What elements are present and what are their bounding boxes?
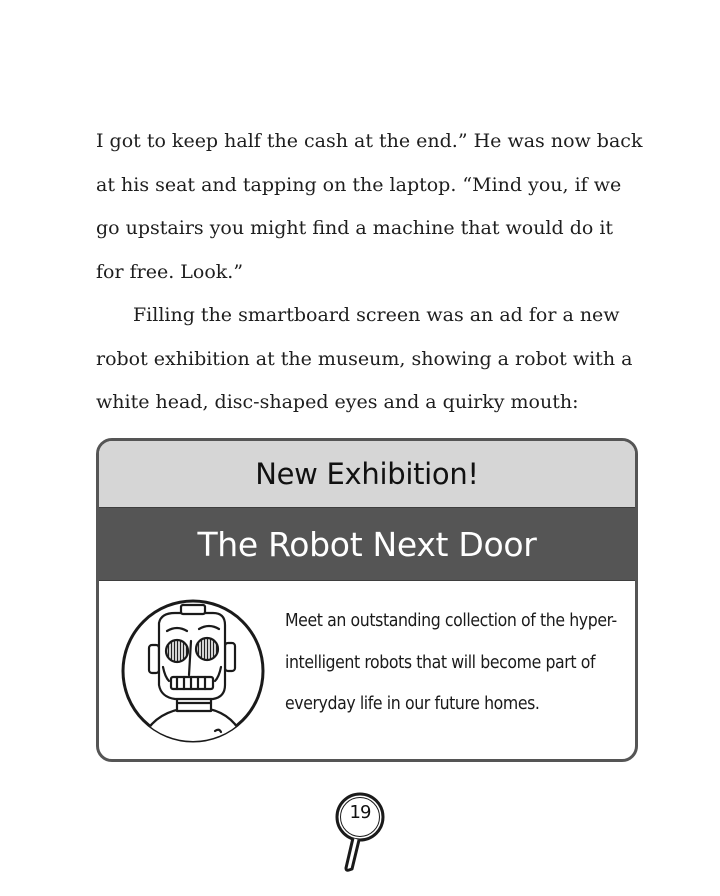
page-number: 19 (349, 802, 371, 823)
page-number-badge (333, 790, 393, 872)
robot-head-illustration (119, 597, 267, 745)
story-paragraph: Filling the smartboard screen was an ad for a new robot exhibition at the museum, showing a robot with a white head, disc-shaped eyes and a quirky mouth: (96, 304, 633, 413)
ad-header: New Exhibition! (99, 441, 635, 507)
exhibition-ad (96, 438, 638, 762)
story-paragraph: I got to keep half the cash at the end.” He was now back at his seat and tapping on the laptop. “Mind you, if we go upstairs you might find a machine that would do it for free. Look.” (96, 130, 643, 283)
story-text (96, 120, 644, 425)
ad-description: Meet an outstanding collection of the hyper-intelligent robots that will become part of everyday life in our future homes. (285, 611, 617, 714)
ad-body (99, 581, 635, 759)
ad-title: The Robot Next Door (99, 507, 635, 581)
